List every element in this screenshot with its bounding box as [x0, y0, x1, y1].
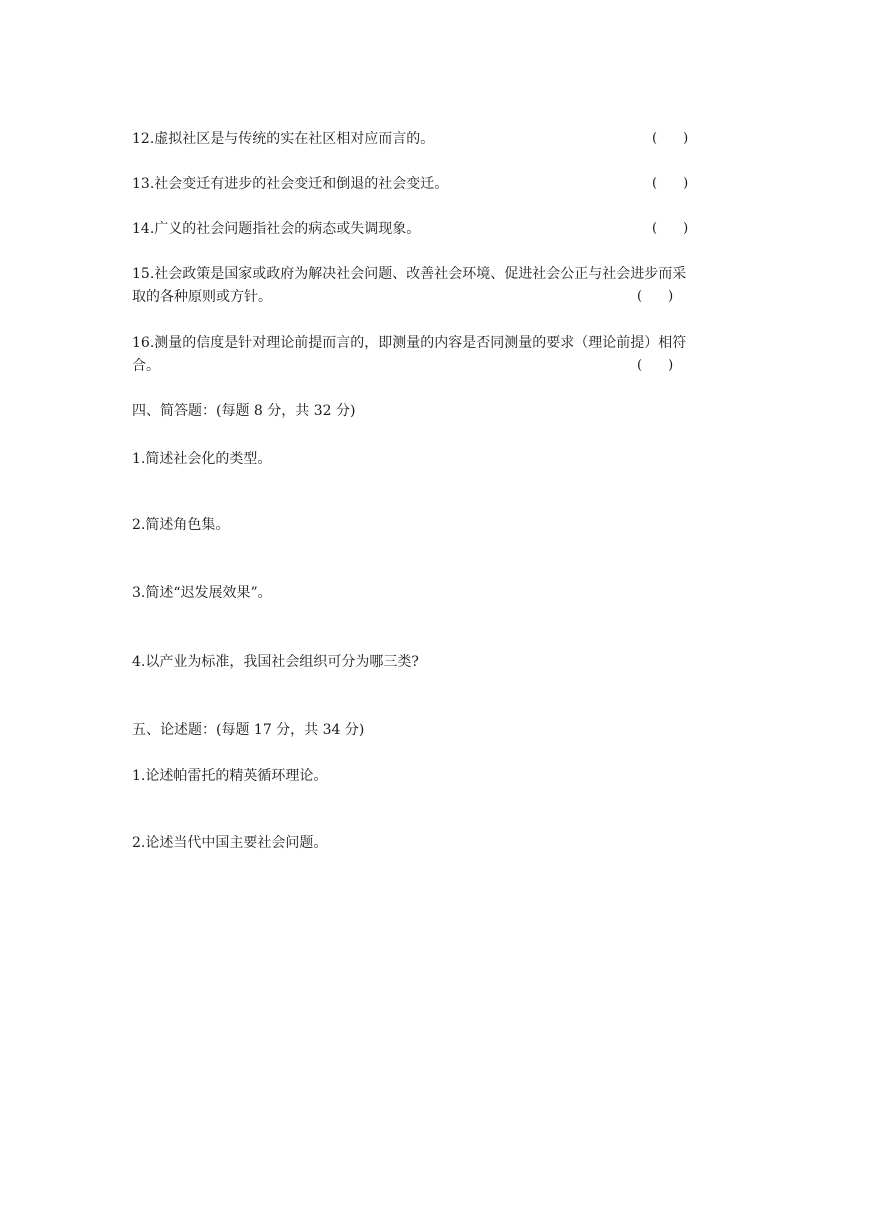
section-5-question-1: 1.论述帕雷托的精英循环理论。: [132, 768, 328, 784]
section-4-question-4: 4.以产业为标准，我国社会组织可分为哪三类?: [132, 654, 419, 670]
section-5-question-2: 2.论述当代中国主要社会问题。: [132, 835, 328, 851]
answer-bracket-12: ( ): [652, 131, 689, 146]
question-16-text-line1: 16.测量的信度是针对理论前提而言的，即测量的内容是否同测量的要求（理论前提）相符: [132, 335, 687, 351]
question-14-text: 14.广义的社会问题指社会的病态或失调现象。: [132, 221, 421, 237]
answer-bracket-13: ( ): [652, 176, 689, 191]
section-4-heading: 四、简答题：(每题 8 分，共 32 分): [132, 403, 356, 419]
question-12-text: 12.虚拟社区是与传统的实在社区相对应而言的。: [132, 131, 435, 147]
section-4-question-3: 3.简述“迟发展效果”。: [132, 585, 272, 601]
answer-bracket-14: ( ): [652, 221, 689, 236]
question-15-text-line1: 15.社会政策是国家或政府为解决社会问题、改善社会环境、促进社会公正与社会进步而采: [132, 266, 687, 282]
section-5-heading: 五、论述题：(每题 17 分，共 34 分): [132, 722, 365, 738]
question-16-text-line2: 合。: [132, 358, 160, 374]
section-4-question-2: 2.简述角色集。: [132, 517, 230, 533]
question-13-text: 13.社会变迁有进步的社会变迁和倒退的社会变迁。: [132, 176, 449, 192]
section-4-question-1: 1.简述社会化的类型。: [132, 451, 272, 467]
question-15-text-line2: 取的各种原则或方针。: [132, 289, 272, 305]
answer-bracket-15: ( ): [637, 289, 674, 304]
answer-bracket-16: ( ): [637, 358, 674, 373]
